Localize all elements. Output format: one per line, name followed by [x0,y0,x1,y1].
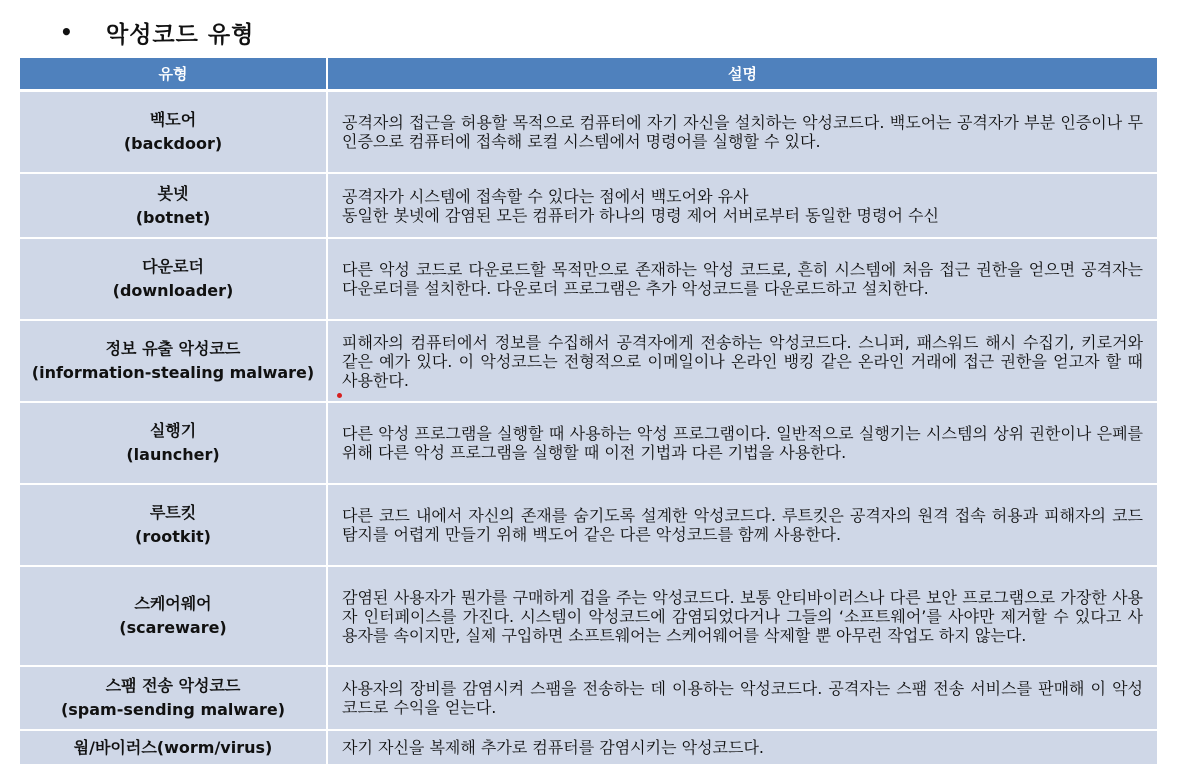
description-cell: 다른 악성 코드로 다운로드할 목적만으로 존재하는 악성 코드로, 흔히 시스템에 처음 접근 권한을 얻으면 공격자는 다운로더를 설치한다. 다운로더 프로그램은 추가 악성코드를 다운로드하고 설치한다. [328,239,1157,321]
bullet-marker: • [60,20,73,44]
type-name-en: (scareware) [119,618,227,637]
table-row [20,567,1157,667]
table-row [20,321,1157,403]
description-cell: 자기 자신을 복제해 추가로 컴퓨터를 감염시키는 악성코드다. [328,731,1157,766]
cursor-dot [337,393,342,398]
table-row [20,239,1157,321]
description-cell: 감염된 사용자가 뭔가를 구매하게 겁을 주는 악성코드다. 보통 안티바이러스나 다른 보안 프로그램으로 가장한 사용자 인터페이스를 가진다. 시스템이 악성코드에 감염되었다거나 그들의 ‘소프트웨어’를 사야만 제거할 수 있다고 사용자를 속이지만, 실제 구입하면 소프트웨어는 스케어웨어를 삭제할 뿐 아무런 작업도 하지 않는다. [328,567,1157,667]
description-cell: 공격자가 시스템에 접속할 수 있다는 점에서 백도어와 유사 동일한 봇넷에 감염된 모든 컴퓨터가 하나의 명령 제어 서버로부터 동일한 명령어 수신 [328,174,1157,239]
type-cell [20,92,328,174]
page-heading [60,14,254,50]
type-cell [20,174,328,239]
type-cell [20,403,328,485]
table-row [20,667,1157,731]
type-name-ko: 정보 유출 악성코드 [105,339,241,358]
type-cell [20,239,328,321]
table-row [20,174,1157,239]
malware-types-table [20,58,1157,766]
column-header-type: 유형 [20,58,328,92]
type-name-ko: 백도어 [149,110,197,129]
description-cell: 피해자의 컴퓨터에서 정보를 수집해서 공격자에게 전송하는 악성코드다. 스니퍼, 패스워드 해시 수집기, 키로거와 같은 예가 있다. 이 악성코드는 전형적으로 이메일이나 온라인 뱅킹 같은 온라인 거래에 접근 권한을 얻고자 할 때 사용한다. [328,321,1157,403]
type-name-en: (rootkit) [135,527,211,546]
type-cell [20,731,328,766]
description-cell: 공격자의 접근을 허용할 목적으로 컴퓨터에 자기 자신을 설치하는 악성코드다. 백도어는 공격자가 부분 인증이나 무인증으로 컴퓨터에 접속해 로컬 시스템에서 명령어를 실행할 수 있다. [328,92,1157,174]
type-name-ko: 루트킷 [149,503,197,522]
type-name-en: (spam-sending malware) [60,700,286,719]
description-cell: 다른 악성 프로그램을 실행할 때 사용하는 악성 프로그램이다. 일반적으로 실행기는 시스템의 상위 권한이나 은폐를 위해 다른 악성 프로그램을 실행할 때 이전 기법과 다른 기법을 사용한다. [328,403,1157,485]
type-cell [20,321,328,403]
type-name-en: (backdoor) [123,134,223,153]
column-header-description: 설명 [328,58,1157,92]
type-cell [20,567,328,667]
type-name-ko: 실행기 [149,421,197,440]
type-cell [20,485,328,567]
table-row [20,485,1157,567]
table-row [20,92,1157,174]
page-title: 악성코드 유형 [106,21,255,48]
type-name-ko: 봇넷 [157,183,189,203]
table-row [20,403,1157,485]
type-name-ko: 다운로더 [142,257,204,276]
type-cell [20,667,328,731]
type-name-ko: 웜/바이러스(worm/virus) [73,737,273,757]
type-name-en: (botnet) [135,207,211,227]
description-cell: 다른 코드 내에서 자신의 존재를 숨기도록 설계한 악성코드다. 루트킷은 공격자의 원격 접속 허용과 피해자의 코드 탐지를 어렵게 만들기 위해 백도어 같은 다른 악성코드를 함께 사용한다. [328,485,1157,567]
type-name-en: (launcher) [126,445,220,464]
type-name-ko: 스케어웨어 [134,594,212,613]
description-cell: 사용자의 장비를 감염시켜 스팸을 전송하는 데 이용하는 악성코드다. 공격자는 스팸 전송 서비스를 판매해 이 악성코드로 수익을 얻는다. [328,667,1157,731]
table-row [20,731,1157,766]
table-header-row [20,58,1157,92]
type-name-en: (downloader) [112,281,234,300]
type-name-ko: 스팸 전송 악성코드 [105,676,241,695]
type-name-en: (information-stealing malware) [31,363,315,382]
